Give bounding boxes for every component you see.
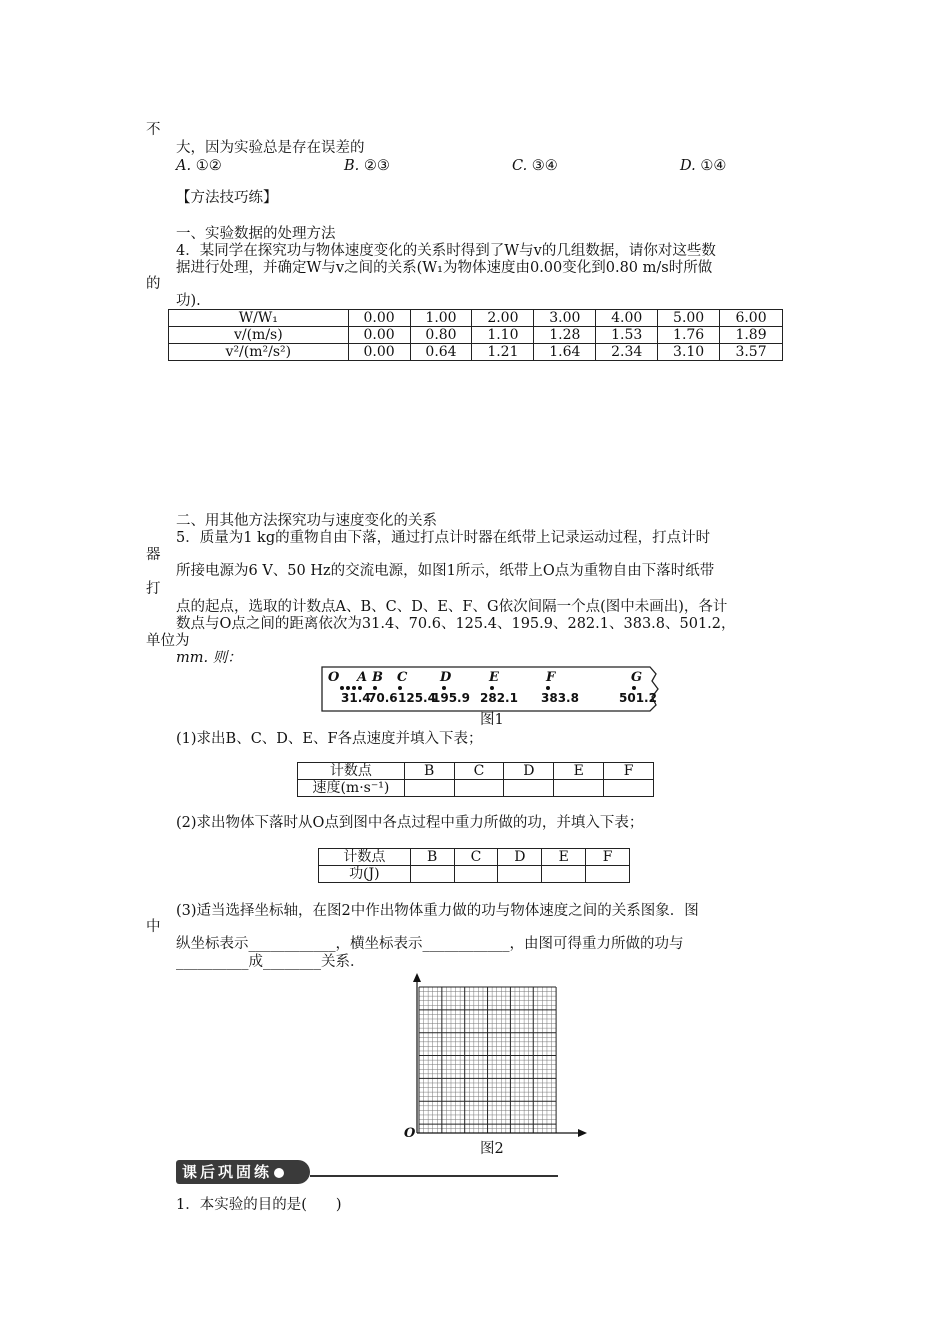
table-cell: 2.00 <box>472 310 534 327</box>
table-cell: 速度(m·s⁻¹) <box>298 780 405 797</box>
q5-line: 点的起点，选取的计数点A、B、C、D、E、F、G依次间隔一个点(图中未画出)，各计 <box>176 599 728 615</box>
table-cell: 3.57 <box>720 344 783 361</box>
table-cell: 2.34 <box>596 344 658 361</box>
q5-line: 数点与O点之间的距离依次为31.4、70.6、125.4、195.9、282.1、383.8、501.2， <box>176 616 736 632</box>
q4-line: 据进行处理，并确定W与v之间的关系(W₁为物体速度由0.00变化到0.80 m/s时所做 <box>176 260 713 276</box>
work-table <box>318 848 630 883</box>
part-3-prompt: (3)适当选择坐标轴，在图2中作出物体重力做的功与物体速度之间的关系图象．图 <box>176 903 699 919</box>
table-cell: 0.00 <box>348 344 410 361</box>
section-rule <box>310 1175 558 1177</box>
table-cell: 4.00 <box>596 310 658 327</box>
x-axis-arrow <box>578 1129 587 1137</box>
table-row <box>298 763 654 780</box>
velocity-table <box>297 762 654 797</box>
answer-cell[interactable] <box>586 866 630 883</box>
tape-label: B <box>372 670 383 685</box>
answer-cell[interactable] <box>504 780 554 797</box>
tape-value: 31.4 <box>341 691 371 705</box>
part-3-line: 纵坐标表示____________，横坐标表示____________，由图可得重力所做的功与 <box>176 936 684 952</box>
figure-2-caption: 图2 <box>480 1141 504 1157</box>
tape-label: E <box>489 670 499 685</box>
bullet-icon <box>274 1168 284 1178</box>
q5-line: 所接电源为6 V、50 Hz的交流电源，如图1所示，纸带上O点为重物自由下落时纸带 <box>176 563 715 579</box>
section-heading: 课后巩固练 <box>176 1160 310 1184</box>
table-cell: 1.00 <box>410 310 472 327</box>
part-3-line: __________成________关系． <box>176 954 365 970</box>
q5-side: 器 <box>146 547 161 563</box>
table-cell: 计数点 <box>319 849 411 866</box>
table-row <box>319 849 630 866</box>
table-cell: 1.89 <box>720 327 783 344</box>
table-row <box>169 344 783 361</box>
table-cell: v²/(m²/s²) <box>169 344 349 361</box>
table-cell: W/W₁ <box>169 310 349 327</box>
table-cell: v/(m/s) <box>169 327 349 344</box>
table-row <box>298 780 654 797</box>
table-cell: F <box>586 849 630 866</box>
y-axis-arrow <box>413 973 421 982</box>
table-cell: B <box>410 849 454 866</box>
paper-tape-figure <box>320 664 664 714</box>
option-a: A. ①② <box>176 158 222 174</box>
tape-dots <box>340 686 636 690</box>
tape-value: 195.9 <box>432 691 470 705</box>
table-cell: 0.80 <box>410 327 472 344</box>
table-cell: 5.00 <box>658 310 720 327</box>
table-cell: 0.00 <box>348 310 410 327</box>
tape-label: G <box>631 670 643 685</box>
q1-line: 1．本实验的目的是( ) <box>176 1197 342 1213</box>
table-cell: 1.53 <box>596 327 658 344</box>
answer-cell[interactable] <box>454 780 504 797</box>
table-cell: 6.00 <box>720 310 783 327</box>
table-cell: 1.28 <box>534 327 596 344</box>
tape-value: 125.4 <box>398 691 436 705</box>
q5-side: 单位为 <box>146 633 190 649</box>
table-cell: F <box>604 763 654 780</box>
table-cell: 0.00 <box>348 327 410 344</box>
text-fragment: 不 <box>146 122 161 138</box>
table-cell: 3.10 <box>658 344 720 361</box>
section-2-title: 二、用其他方法探究功与速度变化的关系 <box>176 513 437 529</box>
graph-origin-label: O <box>404 1126 416 1141</box>
figure-1-caption: 图1 <box>480 712 504 728</box>
method-title: 【方法技巧练】 <box>176 190 278 206</box>
option-c: C. ③④ <box>512 158 558 174</box>
q5-line: mm. 则： <box>176 650 242 666</box>
table-cell: 功(J) <box>319 866 411 883</box>
tape-label: C <box>397 670 408 685</box>
table-cell: C <box>454 763 504 780</box>
section-1-title: 一、实验数据的处理方法 <box>176 226 336 242</box>
answer-cell[interactable] <box>454 866 498 883</box>
tape-label: D <box>440 670 452 685</box>
text-fragment: 大，因为实验总是存在误差的 <box>176 140 365 156</box>
answer-cell[interactable] <box>410 866 454 883</box>
table-cell: D <box>504 763 554 780</box>
tape-value: 70.6 <box>368 691 398 705</box>
tape-label: F <box>546 670 556 685</box>
answer-cell[interactable] <box>542 866 586 883</box>
part-3-side: 中 <box>146 919 161 935</box>
table-cell: B <box>404 763 454 780</box>
table-cell: 3.00 <box>534 310 596 327</box>
answer-cell[interactable] <box>604 780 654 797</box>
table-cell: 计数点 <box>298 763 405 780</box>
tape-label: A <box>357 670 368 685</box>
table-cell: C <box>454 849 498 866</box>
tape-value: 383.8 <box>541 691 579 705</box>
answer-cell[interactable] <box>404 780 454 797</box>
table-cell: 0.64 <box>410 344 472 361</box>
table-row <box>169 310 783 327</box>
q4-side: 的 <box>146 276 161 292</box>
table-cell: 1.76 <box>658 327 720 344</box>
answer-cell[interactable] <box>554 780 604 797</box>
tape-value: 501.2 <box>619 691 657 705</box>
table-row <box>319 866 630 883</box>
part-2-prompt: (2)求出物体下落时从O点到图中各点过程中重力所做的功，并填入下表； <box>176 815 644 831</box>
table-cell: E <box>554 763 604 780</box>
option-b: B. ②③ <box>344 158 390 174</box>
table-cell: 1.64 <box>534 344 596 361</box>
table-row <box>169 327 783 344</box>
q5-side: 打 <box>146 581 161 597</box>
table-cell: D <box>498 849 542 866</box>
tape-label: O <box>328 670 340 685</box>
table-cell: E <box>542 849 586 866</box>
table-cell: 1.21 <box>472 344 534 361</box>
tape-value: 282.1 <box>480 691 518 705</box>
table-cell: 1.10 <box>472 327 534 344</box>
option-d: D. ①④ <box>680 158 727 174</box>
q4-data-table <box>168 309 783 361</box>
answer-cell[interactable] <box>498 866 542 883</box>
part-1-prompt: (1)求出B、C、D、E、F各点速度并填入下表； <box>176 731 483 747</box>
q4-line: 功). <box>176 293 201 309</box>
q5-line: 5．质量为1 kg的重物自由下落，通过打点计时器在纸带上记录运动过程，打点计时 <box>176 530 711 546</box>
q4-line: 4．某同学在探究功与物体速度变化的关系时得到了W与v的几组数据，请你对这些数 <box>176 243 716 259</box>
